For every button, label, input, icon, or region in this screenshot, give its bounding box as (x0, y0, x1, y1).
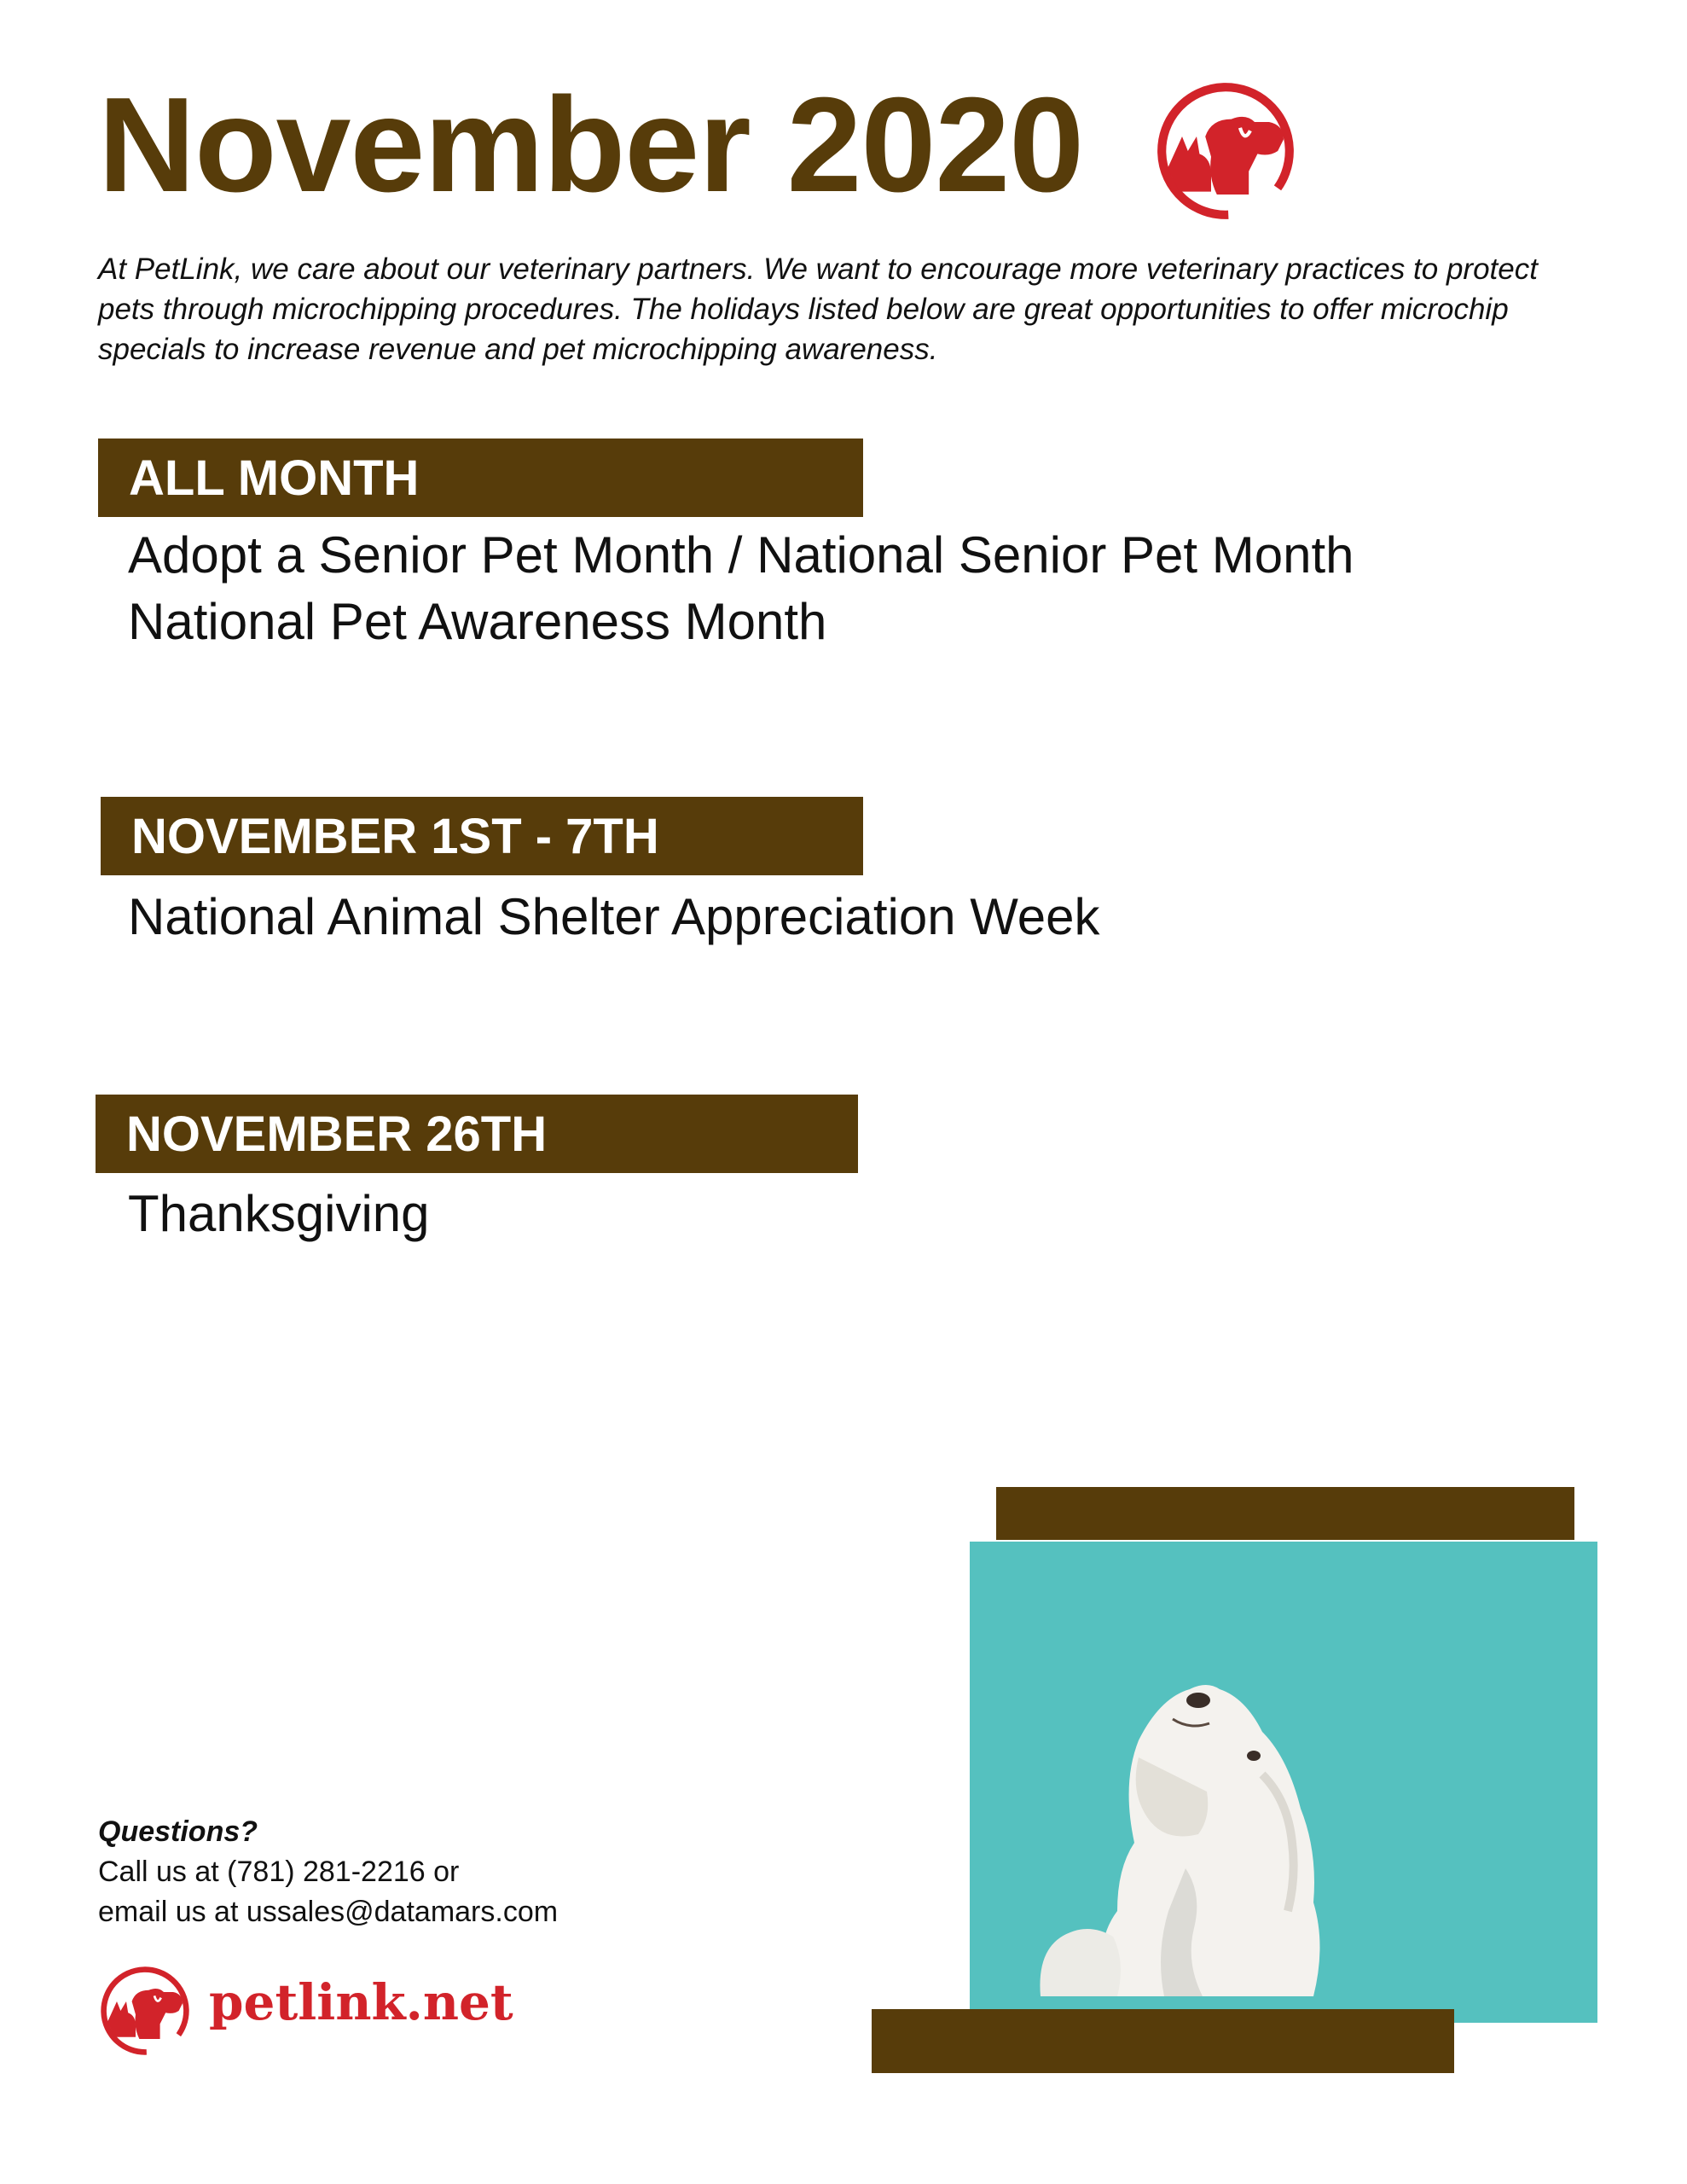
section-items-november-26th (128, 1181, 430, 1247)
footer-url-link[interactable]: petlink.net (209, 1973, 513, 2031)
section-heading-november-26th: NOVEMBER 26TH (96, 1095, 858, 1173)
list-item: Adopt a Senior Pet Month / National Senior Pet Month (128, 526, 1354, 584)
intro-paragraph: At PetLink, we care about our veterinary partners. We want to encourage more veterinary practices to protect pets through microchipping procedures. The holidays listed below are great opportunities to offer microchip specials to increase revenue and pet microchipping awareness. (98, 253, 1538, 366)
questions-label: Questions? (98, 1815, 258, 1848)
petlink-logo-icon (98, 1964, 192, 2058)
decorative-bar-top (996, 1487, 1574, 1540)
decorative-bar-bottom (872, 2009, 1454, 2073)
list-item: National Pet Awareness Month (128, 593, 827, 650)
list-item: Thanksgiving (128, 1185, 430, 1242)
contact-block (98, 1812, 558, 1932)
email-line: email us at ussales@datamars.com (98, 1896, 559, 1928)
phone-line: Call us at (781) 281-2216 or (98, 1856, 460, 1888)
page-title: November 2020 (98, 70, 1084, 220)
petlink-logo-icon (1153, 78, 1298, 224)
section-items-all-month (128, 522, 1354, 655)
section-items-november-1st-7th (128, 884, 1100, 950)
section-heading-all-month: ALL MONTH (98, 439, 863, 517)
dog-photo-icon (989, 1638, 1399, 1996)
section-heading-november-1st-7th: NOVEMBER 1ST - 7TH (101, 797, 863, 875)
list-item: National Animal Shelter Appreciation Week (128, 888, 1100, 945)
